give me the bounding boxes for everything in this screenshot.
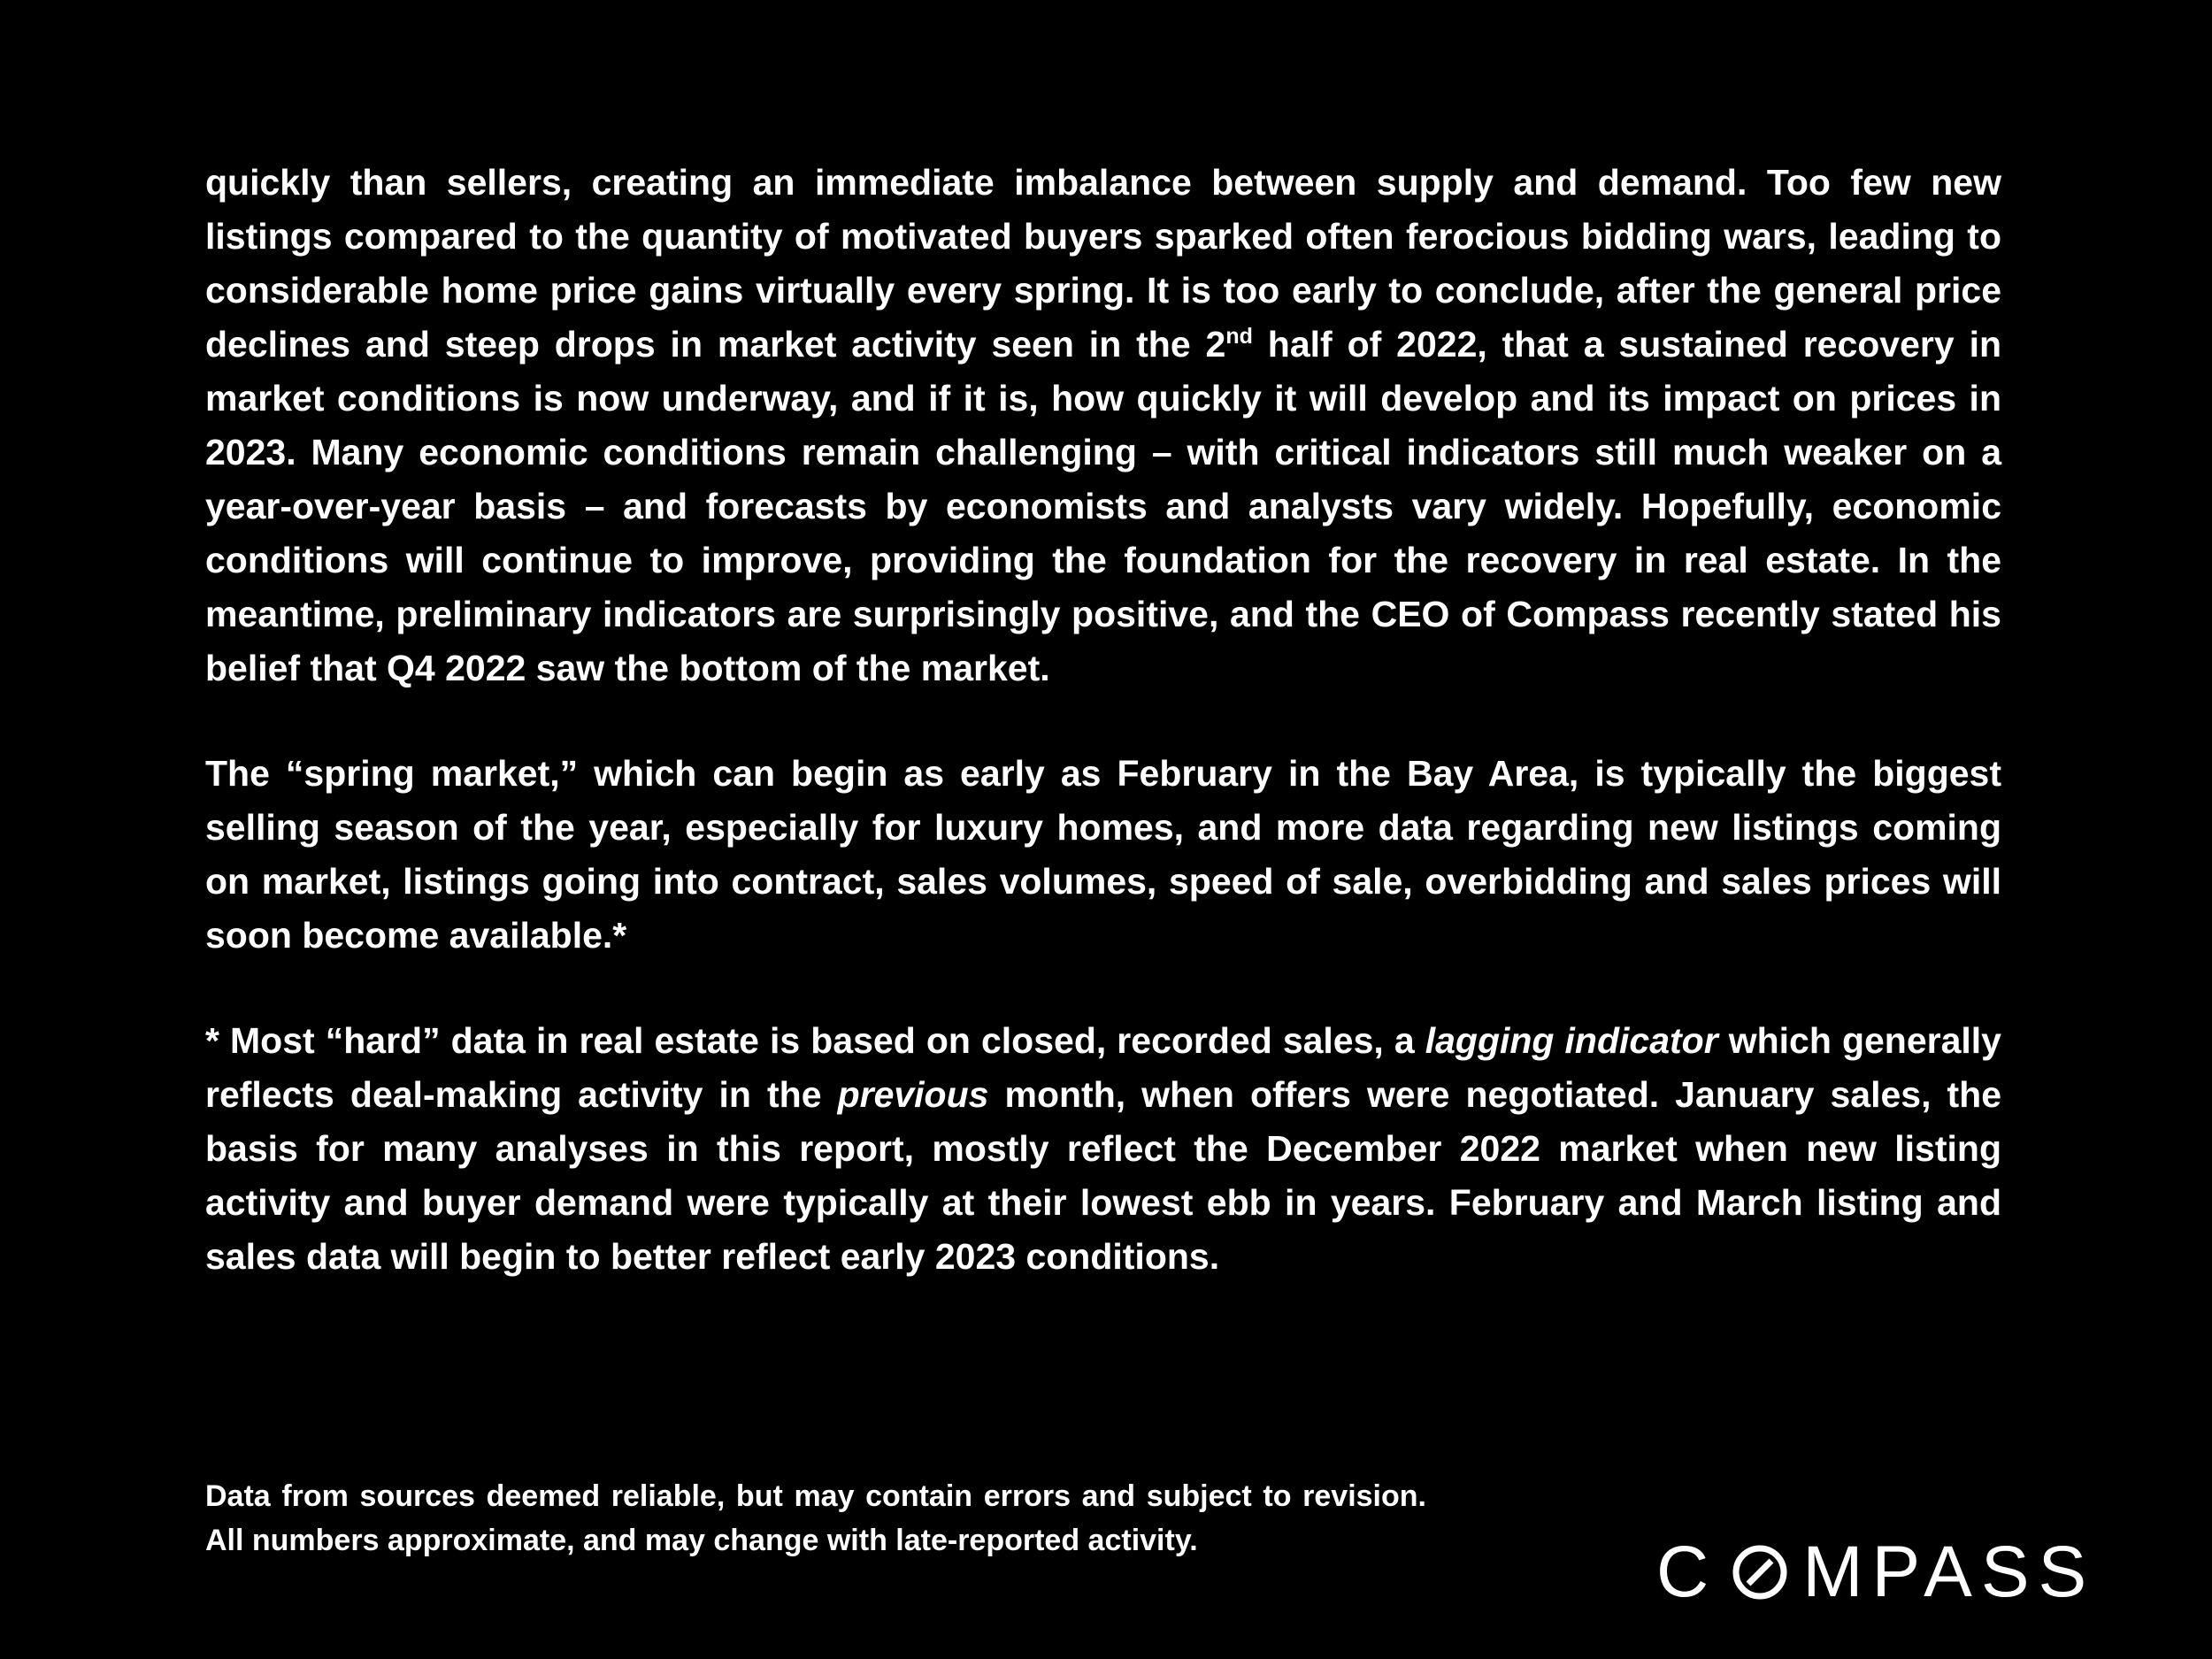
paragraph-footnote	[205, 1014, 2001, 1284]
data-disclaimer: Data from sources deemed reliable, but may contain errors and subject to revision. All numbers approximate, and may change with late-reported activity.	[205, 1479, 1426, 1557]
ordinal-superscript: nd	[1225, 324, 1253, 349]
paragraph-text: quickly than sellers, creating an immediate imbalance between supply and demand. Too few new listings compared to the quantity of motivated buyers sparked often ferocious bidding wars, leading to considerable home price gains virtually every spring. It is too early to conclude, after the general price declines and steep drops in market activity seen in the 2	[205, 162, 2001, 365]
compass-logo-o-icon	[1732, 1544, 1788, 1601]
paragraph-text: month, when offers were negotiated. January sales, the basis for many analyses in this report, mostly reflect the December 2022 market when new listing activity and buyer demand were typically at their lowest ebb in years. February and March listing and sales data will begin to better reflect early 2023 conditions.	[205, 1074, 2001, 1277]
paragraph-text: * Most “hard” data in real estate is based on closed, recorded sales, a	[205, 1020, 1425, 1061]
paragraph-spring-market: The “spring market,” which can begin as early as February in the Bay Area, is typically the biggest selling season of the year, especially for luxury homes, and more data regarding new listings coming on market, listings going into contract, sales volumes, speed of sale, overbidding and sales prices will soon become available.*	[205, 753, 2001, 956]
italic-term: previous	[837, 1074, 989, 1115]
paragraph-text: half of 2022, that a sustained recovery in market conditions is now underway, and if it is, how quickly it will develop and its impact on prices in 2023. Many economic conditions remain challenging – with critical indicators still much weaker on a year-over-year basis – and forecasts by economists and analysts vary widely. Hopefully, economic conditions will continue to improve, providing the foundation for the recovery in real estate. In the meantime, preliminary indicators are surprisingly positive, and the CEO of Compass recently stated his belief that Q4 2022 saw the bottom of the market.	[205, 324, 2002, 688]
logo-letters-left: C	[1656, 1532, 1718, 1612]
report-body	[205, 156, 2001, 1284]
logo-letters-right: MPASS	[1802, 1532, 2096, 1612]
compass-logo	[1656, 1532, 2096, 1612]
italic-term: lagging indicator	[1425, 1020, 1718, 1061]
paragraph-text: which generally reflects deal-making activity in the	[205, 1020, 2001, 1115]
paragraph-market-recovery	[205, 156, 2001, 695]
